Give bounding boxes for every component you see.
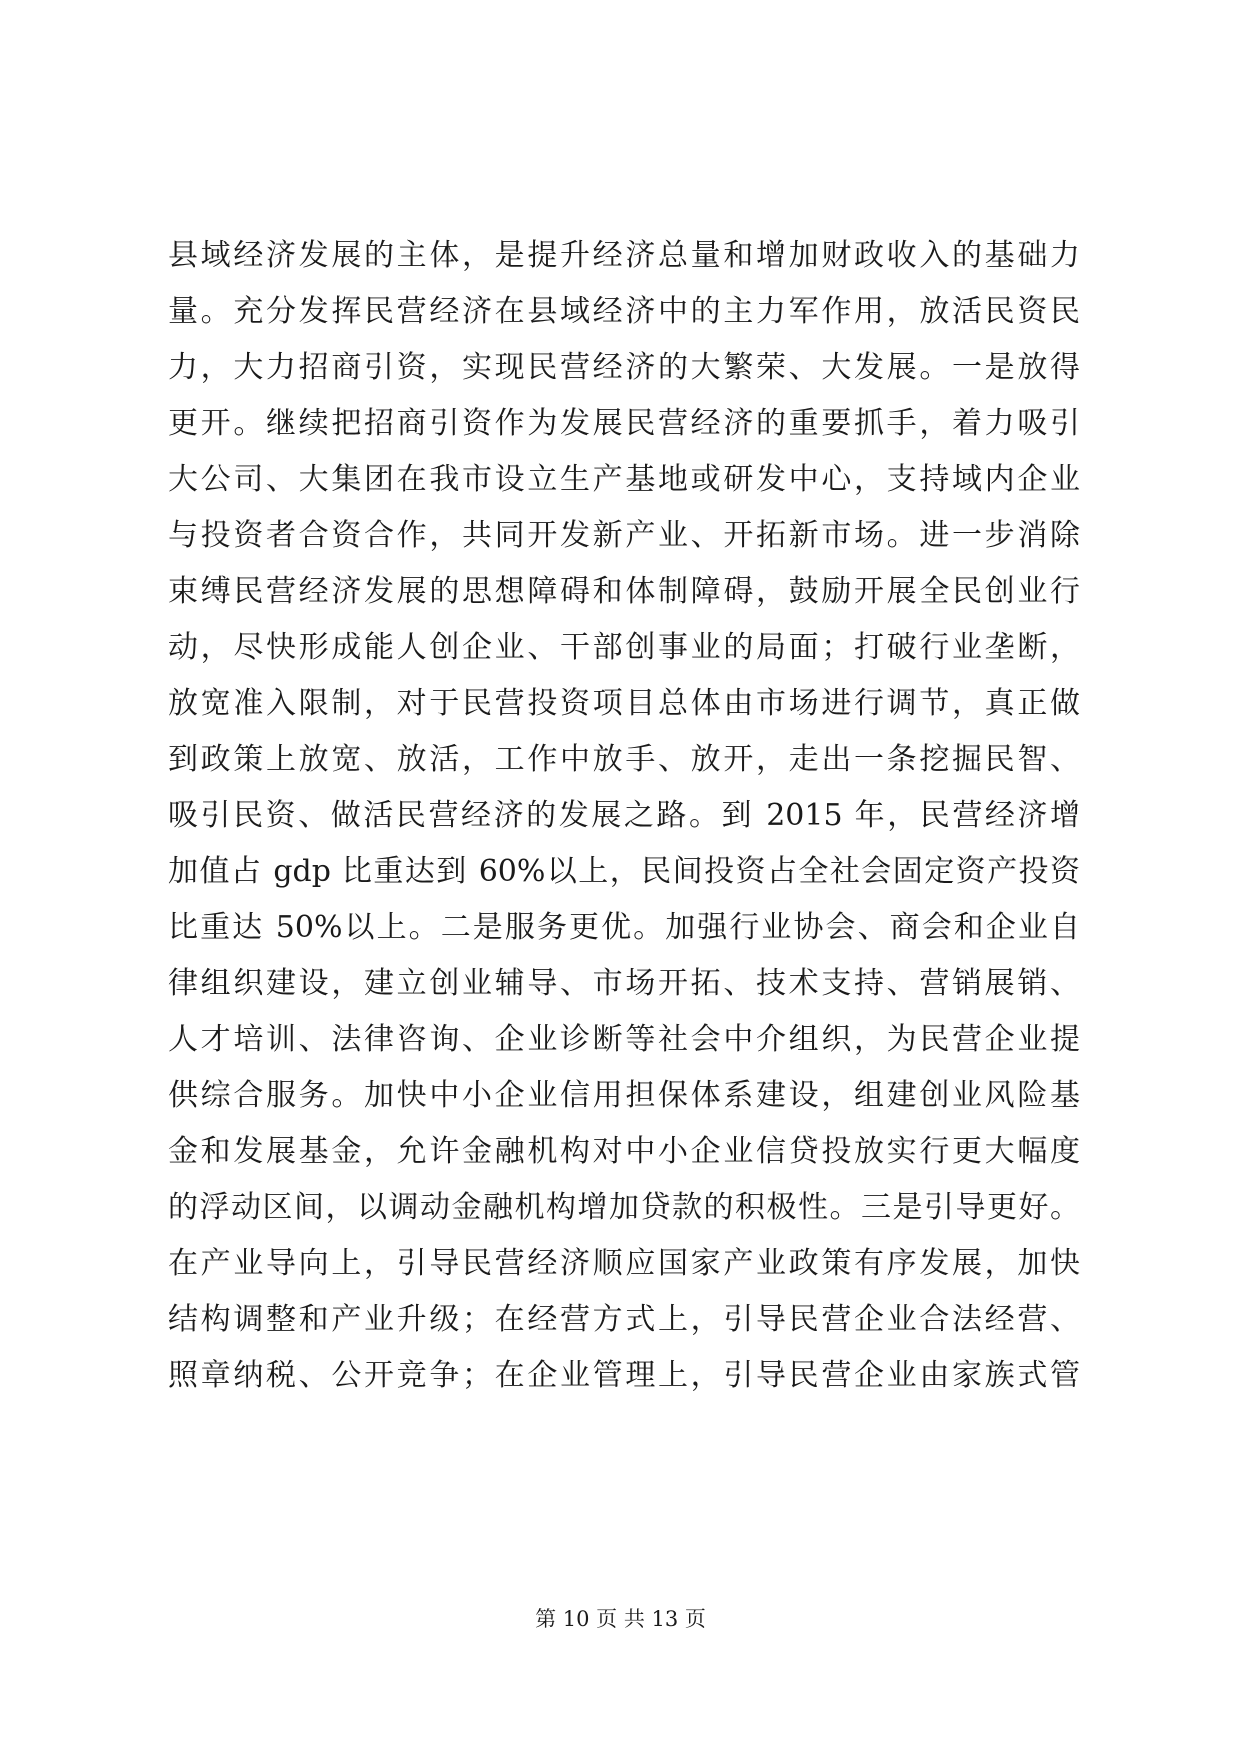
text-line: 在产业导向上，引导民营经济顺应国家产业政策有序发展，加快 (168, 1246, 1080, 1281)
text-line: 更开。继续把招商引资作为发展民营经济的重要抓手，着力吸引 (168, 406, 1080, 441)
text-line: 人才培训、法律咨询、企业诊断等社会中介组织，为民营企业提 (168, 1022, 1080, 1057)
text-line: 律组织建设，建立创业辅导、市场开拓、技术支持、营销展销、 (168, 966, 1080, 1001)
page-number-footer: 第 10 页 共 13 页 (535, 1607, 706, 1631)
text-line: 吸引民资、做活民营经济的发展之路。到 2015 年，民营经济增 (168, 798, 1080, 833)
text-line: 县域经济发展的主体，是提升经济总量和增加财政收入的基础力 (168, 238, 1080, 273)
text-line: 的浮动区间，以调动金融机构增加贷款的积极性。三是引导更好。 (168, 1190, 1080, 1225)
text-line: 金和发展基金，允许金融机构对中小企业信贷投放实行更大幅度 (168, 1134, 1080, 1169)
text-line: 量。充分发挥民营经济在县域经济中的主力军作用，放活民资民 (168, 294, 1080, 329)
text-line: 到政策上放宽、放活，工作中放手、放开，走出一条挖掘民智、 (168, 742, 1080, 777)
text-line: 力，大力招商引资，实现民营经济的大繁荣、大发展。一是放得 (168, 350, 1080, 385)
text-line: 动，尽快形成能人创企业、干部创事业的局面；打破行业垄断， (168, 630, 1080, 665)
text-line: 结构调整和产业升级；在经营方式上，引导民营企业合法经营、 (168, 1302, 1080, 1337)
text-line: 与投资者合资合作，共同开发新产业、开拓新市场。进一步消除 (168, 518, 1080, 553)
text-line: 照章纳税、公开竞争；在企业管理上，引导民营企业由家族式管 (168, 1358, 1080, 1393)
text-line: 加值占 gdp 比重达到 60%以上，民间投资占全社会固定资产投资 (168, 854, 1080, 889)
text-line: 放宽准入限制，对于民营投资项目总体由市场进行调节，真正做 (168, 686, 1080, 721)
body-paragraph (168, 228, 1080, 1404)
text-line: 比重达 50%以上。二是服务更优。加强行业协会、商会和企业自 (168, 910, 1080, 945)
text-line: 供综合服务。加快中小企业信用担保体系建设，组建创业风险基 (168, 1078, 1080, 1113)
text-line: 束缚民营经济发展的思想障碍和体制障碍，鼓励开展全民创业行 (168, 574, 1080, 609)
text-line: 大公司、大集团在我市设立生产基地或研发中心，支持域内企业 (168, 462, 1080, 497)
